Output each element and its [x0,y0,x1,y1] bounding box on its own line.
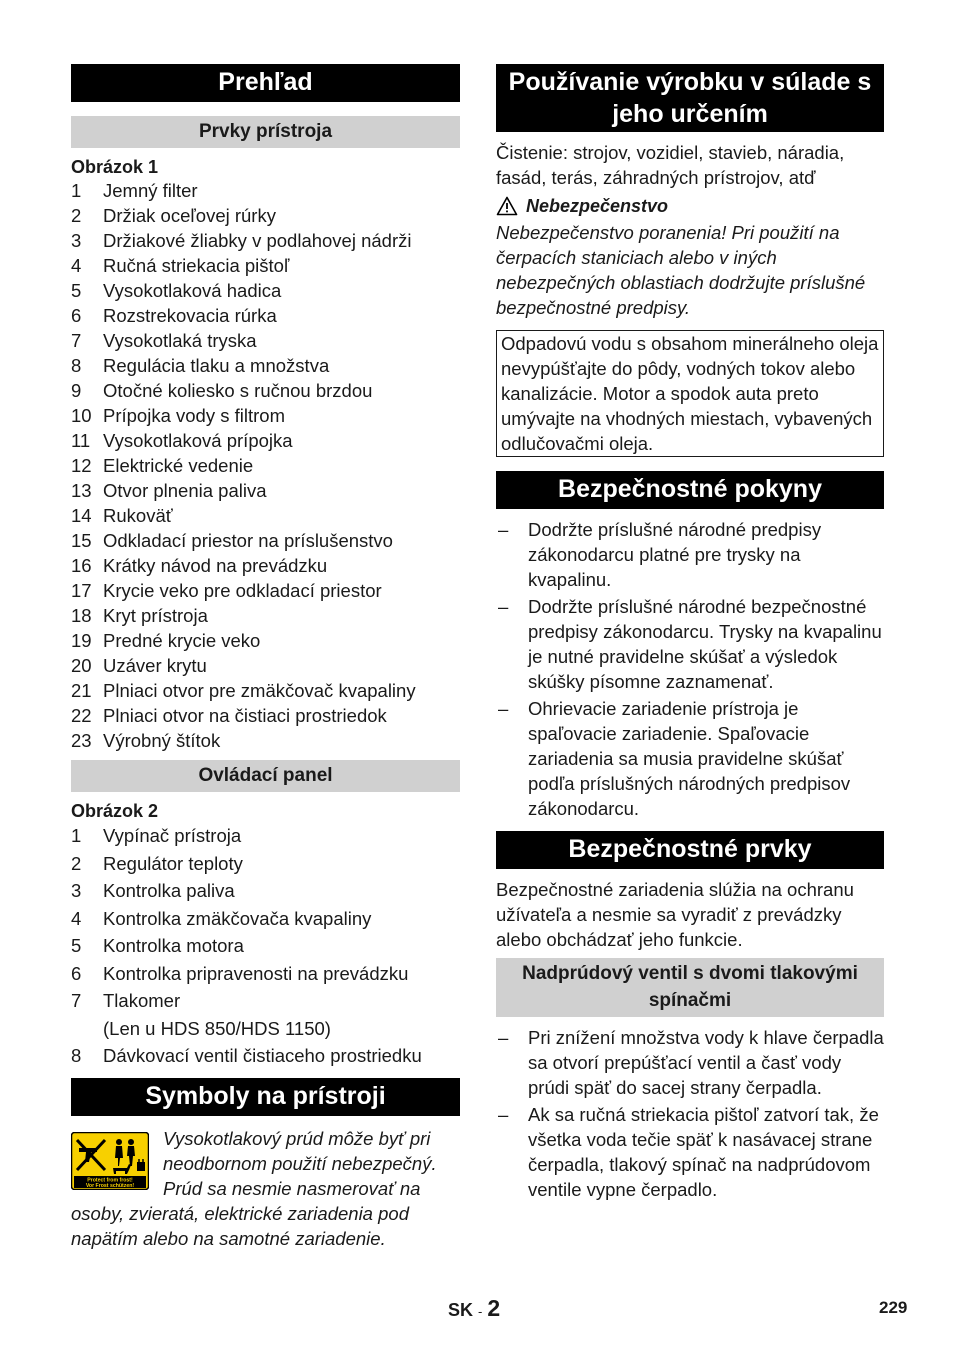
item-number: 4 [71,907,82,929]
item-number: 15 [71,530,92,551]
bullet-text: Dodržte príslušné národné bezpečnostné predpisy zákonodarcu. Trysky na kvapalinu je nutné pravidelne skúšať a výsledok skúšky písomne zaznamenať. [528,596,882,692]
item-text: Plniaci otvor na čistiaci prostriedok [103,705,387,726]
control-panel-item [71,850,460,878]
symbols-heading: Symboly na prístroji [71,1078,460,1116]
item-number: 1 [71,180,82,201]
item-text: Výrobný štítok [103,730,221,751]
control-panel-item [71,1042,460,1070]
item-text: Dávkovací ventil čistiaceho prostriedku [103,1045,422,1066]
device-part-item [71,278,460,303]
item-text: Elektrické vedenie [103,455,254,476]
device-part-item [71,428,460,453]
safety-note-item [496,696,884,821]
safety-note-item [496,517,884,592]
item-text: Vypínač prístroja [103,825,242,846]
item-text: Regulátor teploty [103,852,243,874]
device-part-item [71,403,460,428]
danger-title [496,194,884,218]
item-text: Plniaci otvor pre zmäkčovač kvapaliny [103,680,416,701]
control-panel-item [71,822,460,850]
control-panel-item [71,1015,460,1043]
item-text: Vysokotlaková hadica [103,280,282,301]
bullet-dash: – [498,1104,509,1125]
device-part-item [71,503,460,528]
item-number: 5 [71,280,82,301]
control-panel-item [71,960,460,988]
item-text: Tlakomer [103,990,181,1011]
danger-title-label: Nebezpečenstvo [526,196,669,216]
device-part-item [71,703,460,728]
device-part-item [71,603,460,628]
item-number: 21 [71,680,92,701]
item-number: 18 [71,605,92,626]
item-number: 23 [71,730,92,751]
bullet-dash: – [498,596,509,617]
control-panel-item [71,932,460,960]
environment-note-box: Odpadovú vodu s obsahom minerálneho oleja nevypúšťajte do pôdy, vodných tokov alebo kanalizácie. Motor a spodok auta preto umývajte na vhodných miestach, vybavených odlučovačmi oleja. [496,330,884,457]
item-text: Kontrolka pripravenosti na prevádzku [103,962,409,984]
device-part-item [71,453,460,478]
device-part-item [71,728,460,753]
symbols-text: Vysokotlakový prúd môže byť pri neodbornom použití nebezpečný. Prúd sa nesmie nasmerovať na osoby, zvieratá, elektrické zariadenia pod napätím alebo na samotné zariadenie. [71,1127,437,1249]
control-panel-item [71,877,460,905]
control-panel-subheading: Ovládací panel [71,760,460,792]
device-part-item [71,378,460,403]
overflow-valve-item [496,1025,884,1100]
item-number: 22 [71,705,92,726]
left-column [71,64,460,1251]
item-text: (Len u HDS 850/HDS 1150) [103,1017,331,1039]
device-part-item [71,253,460,278]
control-panel-list [71,822,460,1070]
device-part-item [71,653,460,678]
item-number: 6 [71,305,82,326]
item-text: Kontrolka zmäkčovača kvapaliny [103,907,372,929]
high-pressure-warning-icon [71,1132,149,1190]
device-part-item [71,203,460,228]
footer-page: 2 [487,1295,501,1321]
bullet-dash: – [498,519,509,540]
bullet-dash: – [498,698,509,719]
item-number: 11 [71,430,91,451]
bullet-dash: – [498,1027,509,1048]
bullet-text: Pri znížení množstva vody k hlave čerpadla sa otvorí prepúšťací ventil a časť vody prúdi späť do sacej strany čerpadla. [528,1027,884,1098]
item-number: 1 [71,825,82,846]
footer-separator: - [478,1304,483,1319]
figure-1-label: Obrázok 1 [71,157,159,177]
page-footer [448,1294,500,1326]
item-text: Držiakové žliabky v podlahovej nádrži [103,230,412,251]
bullet-text: Dodržte príslušné národné predpisy zákonodarcu platné pre trysky na kvapalinu. [528,519,822,590]
item-text: Kontrolka motora [103,935,244,956]
device-part-item [71,478,460,503]
safety-elements-text: Bezpečnostné zariadenia slúžia na ochranu užívateľa a nesmie sa vyradiť z prevádzky alebo obchádzať jeho funkcie. [496,879,854,950]
item-number: 8 [71,355,82,376]
item-text: Kontrolka paliva [103,880,235,901]
device-parts-list [71,178,460,753]
item-number: 8 [71,1045,82,1066]
item-text: Držiak oceľovej rúrky [103,205,276,226]
device-part-item [71,628,460,653]
item-number: 10 [71,405,92,426]
device-part-item [71,528,460,553]
device-part-item [71,303,460,328]
warning-triangle-icon [496,196,518,216]
item-text: Krátky návod na prevádzku [103,555,328,576]
item-text: Uzáver krytu [103,655,207,676]
item-number: 2 [71,852,82,874]
item-number: 9 [71,380,82,401]
icon-frost-text-en: Protect from frost! [87,1177,133,1183]
overflow-valve-item [496,1102,884,1202]
control-panel-item [71,905,460,933]
symbols-section [71,1126,460,1251]
device-part-item [71,328,460,353]
item-text: Kryt prístroja [103,605,208,626]
right-column [496,64,884,1204]
item-text: Predné krycie veko [103,630,261,651]
item-text: Odkladací priestor na príslušenstvo [103,530,393,551]
item-number: 5 [71,935,82,956]
item-number: 19 [71,630,92,651]
item-number: 20 [71,655,92,676]
item-number: 3 [71,880,82,901]
device-part-item [71,178,460,203]
device-part-item [71,578,460,603]
item-number: 16 [71,555,92,576]
device-part-item [71,228,460,253]
item-number: 4 [71,255,82,276]
safety-note-item [496,594,884,694]
item-number: 13 [71,480,92,501]
item-number: 6 [71,962,82,984]
overflow-valve-subheading: Nadprúdový ventil s dvomi tlakovými spínačmi [496,958,884,1017]
item-number: 7 [71,990,82,1011]
item-text: Prípojka vody s filtrom [103,405,285,426]
item-text: Jemný filter [103,180,198,201]
control-panel-item [71,987,460,1015]
danger-text: Nebezpečenstvo poranenia! Pri použití na čerpacích staniciach alebo v iných nebezpečných oblastiach dodržujte príslušné bezpečnostné predpisy. [496,222,866,318]
safety-notes-heading: Bezpečnostné pokyny [496,471,884,509]
item-number: 14 [71,505,92,526]
footer-lang: SK [448,1300,474,1320]
item-text: Ručná striekacia pištoľ [103,255,290,276]
device-parts-subheading: Prvky prístroja [71,116,460,148]
safety-notes-list [496,517,884,821]
bullet-text: Ohrievacie zariadenie prístroja je spaľovacie zariadenie. Spaľovacie zariadenia sa musia pravidelne skúšať podľa príslušných národných predpisov zákonodarcu. [528,698,851,819]
safety-elements-heading: Bezpečnostné prvky [496,831,884,869]
item-number: 3 [71,230,82,251]
item-number: 2 [71,205,82,226]
item-number: 12 [71,455,92,476]
device-part-item [71,353,460,378]
overview-heading: Prehľad [71,64,460,102]
intended-use-text: Čistenie: strojov, vozidiel, stavieb, náradia, fasád, terás, záhradných prístrojov, atď [496,142,845,188]
item-number: 17 [71,580,92,601]
item-text: Vysokotlaká tryska [103,330,257,351]
device-part-item [71,678,460,703]
item-text: Rozstrekovacia rúrka [103,305,277,326]
item-text: Krycie veko pre odkladací priestor [103,580,382,601]
figure-2-label: Obrázok 2 [71,801,159,821]
item-number [71,1015,103,1043]
item-text: Vysokotlaková prípojka [103,430,293,451]
item-text: Regulácia tlaku a množstva [103,355,330,376]
intended-use-heading: Používanie výrobku v súlade s jeho určením [496,64,884,132]
item-text: Otvor plnenia paliva [103,480,267,501]
device-part-item [71,553,460,578]
item-text: Otočné koliesko s ručnou brzdou [103,380,373,401]
page-number: 229 [879,1298,908,1317]
item-text: Rukoväť [103,505,173,526]
icon-frost-text-de: Vor Frost schützen! [85,1182,135,1189]
overflow-valve-list [496,1025,884,1202]
bullet-text: Ak sa ručná striekacia pištoľ zatvorí tak, že všetka voda tečie späť k nasávacej strane čerpadla, tlakový spínač na nadprúdovom ventile vypne čerpadlo. [528,1104,879,1200]
item-number: 7 [71,330,82,351]
